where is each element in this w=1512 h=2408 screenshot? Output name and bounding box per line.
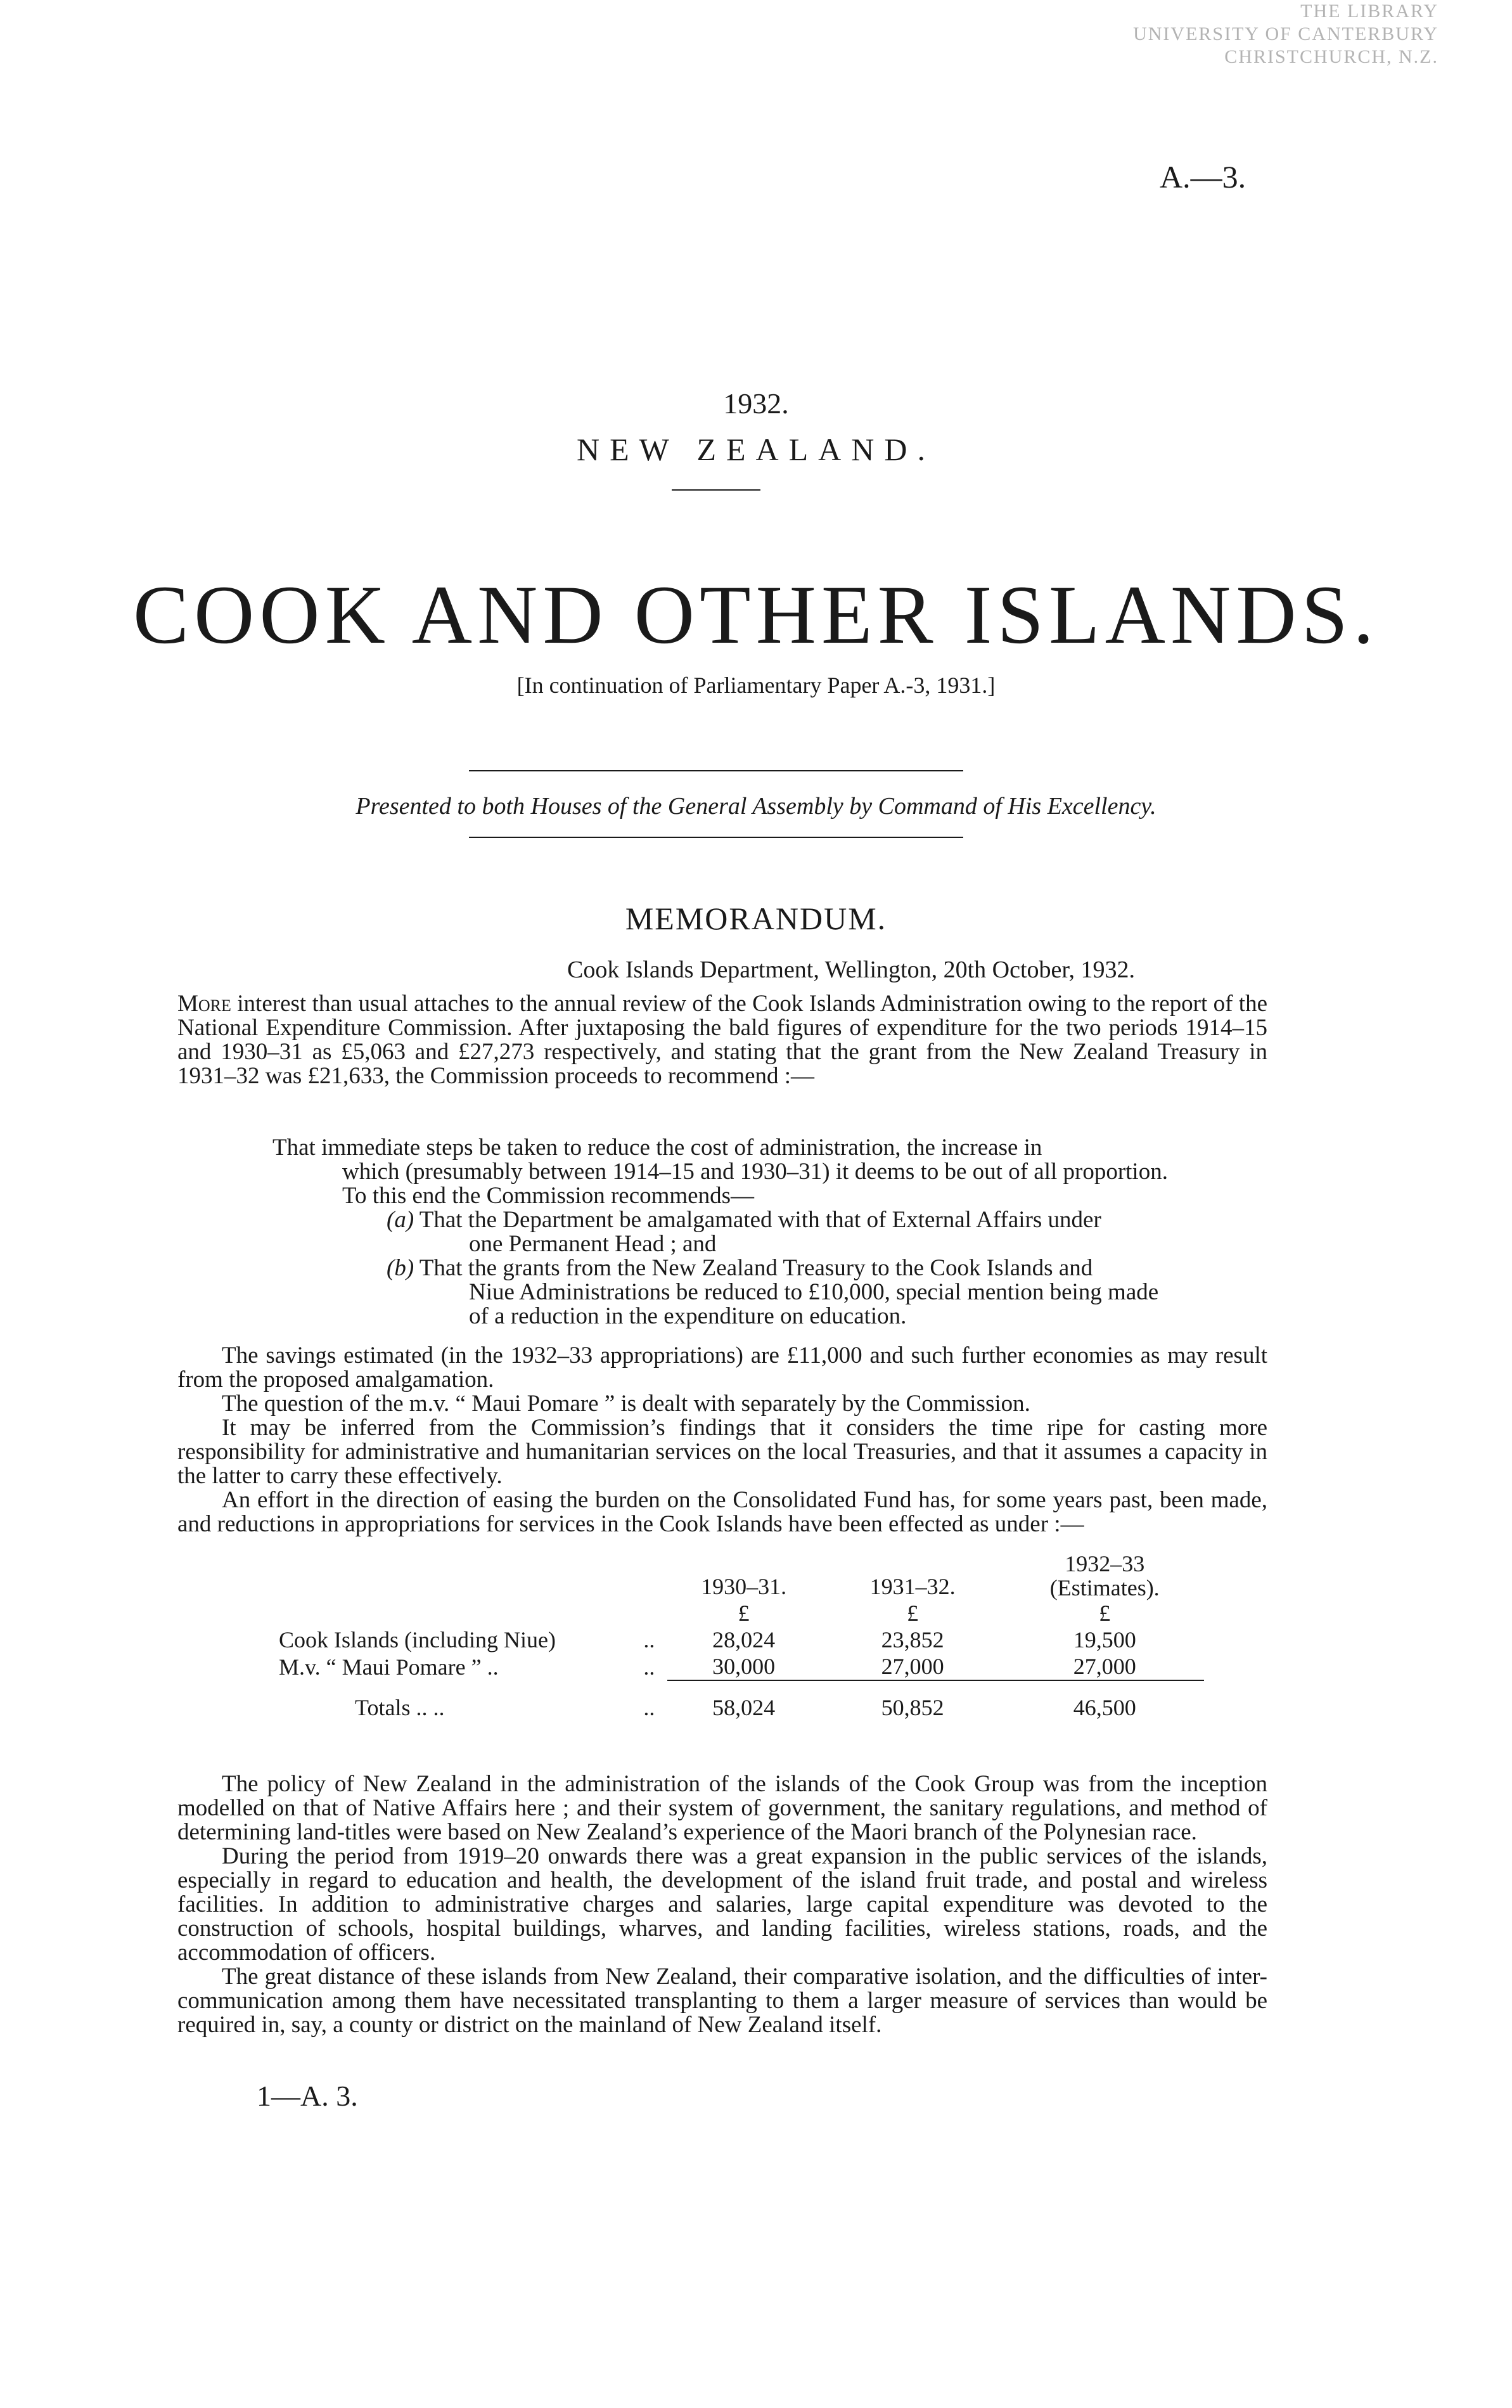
library-stamp bbox=[1109, 0, 1438, 101]
quote-line: That the Department be amalgamated with that of External Affairs under bbox=[419, 1207, 1101, 1233]
memo-closing bbox=[177, 1772, 1267, 2037]
paragraph-text: The question of the m.v. “ Maui Pomare ” is dealt with separately by the Commission. bbox=[222, 1391, 1030, 1417]
quote-item-a bbox=[272, 1208, 1267, 1232]
currency-symbol: £ bbox=[907, 1600, 919, 1626]
leader-dots: .. bbox=[643, 1627, 655, 1652]
appropriations-table bbox=[177, 1552, 1204, 1721]
paragraph-text: The policy of New Zealand in the administration of the islands of the Cook Group was from the inception modelled on that of Native Affairs here ; and their system of government, the sanitary regulations, and method of determining land-titles were based on New Zealand’s experience of the Maori branch of the Polynesian race. bbox=[177, 1771, 1267, 1845]
total-value: 46,500 bbox=[1073, 1695, 1136, 1720]
currency-symbol: £ bbox=[738, 1600, 750, 1626]
presented-line: Presented to both Houses of the General Assembly by Command of His Excellency. bbox=[356, 793, 1156, 820]
quote-line: Niue Administrations be reduced to £10,000, special mention being made bbox=[469, 1279, 1159, 1305]
row-label: Cook Islands (including Niue) bbox=[279, 1627, 556, 1652]
page-signature: 1—A. 3. bbox=[257, 2080, 358, 2112]
column-header-sub: (Estimates). bbox=[1049, 1575, 1160, 1600]
country: NEW ZEALAND. bbox=[577, 432, 935, 467]
page-title: COOK AND OTHER ISLANDS. bbox=[132, 568, 1380, 661]
divider bbox=[469, 770, 963, 771]
item-label: (a) bbox=[387, 1207, 414, 1233]
stamp-line: THE LIBRARY bbox=[1300, 1, 1438, 22]
table-row bbox=[177, 1626, 1204, 1653]
lead-word: More bbox=[177, 991, 231, 1017]
quote-line: That immediate steps be taken to reduce the cost of administration, the increase in bbox=[272, 1135, 1042, 1161]
column-header-year: 1932–33 bbox=[1065, 1551, 1145, 1576]
quote-line: That the grants from the New Zealand Treasury to the Cook Islands and bbox=[419, 1255, 1093, 1281]
year: 1932. bbox=[723, 387, 789, 420]
total-value: 58,024 bbox=[712, 1695, 776, 1720]
quote-line: of a reduction in the expenditure on education. bbox=[469, 1303, 907, 1329]
divider bbox=[672, 489, 760, 491]
cell-value: 27,000 bbox=[1005, 1653, 1204, 1680]
cell-value: 30,000 bbox=[667, 1653, 819, 1680]
cell-value: 28,024 bbox=[712, 1627, 776, 1652]
stamp-line: CHRISTCHURCH, N.Z. bbox=[1224, 46, 1438, 67]
memo-paragraph bbox=[177, 992, 1267, 1088]
table-row bbox=[177, 1653, 1204, 1680]
paragraph-text: The great distance of these islands from New Zealand, their comparative isolation, and the difficulties of inter-communication among them have necessitated transplanting to them a larger measure of services than would be required in, say, a county or district on the mainland of New Zealand itself. bbox=[177, 1964, 1267, 2038]
divider bbox=[469, 837, 963, 838]
commission-recommendation bbox=[272, 1136, 1267, 1329]
paragraph-text: It may be inferred from the Commission’s findings that it considers the time ripe for casting more responsibility for administrative and humanitarian services on the local Treasuries, and that it assumes a capacity in the latter to carry these effectively. bbox=[177, 1415, 1267, 1489]
stamp-line: UNIVERSITY OF CANTERBURY bbox=[1133, 23, 1438, 44]
total-value: 50,852 bbox=[881, 1695, 944, 1720]
paper-reference: A.—3. bbox=[1160, 159, 1246, 195]
paragraph-text: The savings estimated (in the 1932–33 appropriations) are £11,000 and such further economies as may result from the proposed amalgamation. bbox=[177, 1342, 1267, 1393]
cell-value: 23,852 bbox=[881, 1627, 944, 1652]
item-label: (b) bbox=[387, 1255, 414, 1281]
quote-item-b bbox=[272, 1256, 1267, 1280]
paragraph-text: An effort in the direction of easing the burden on the Consolidated Fund has, for some years past, been made, and reductions in appropriations for services in the Cook Islands have been effected as under :— bbox=[177, 1487, 1267, 1537]
row-label: M.v. “ Maui Pomare ” .. bbox=[279, 1654, 499, 1680]
quote-line: which (presumably between 1914–15 and 1930–31) it deems to be out of all proportion. bbox=[342, 1159, 1168, 1185]
paragraph-text: During the period from 1919–20 onwards there was a great expansion in the public services of the islands, especially in regard to education and health, the development of the island fruit trade, and postal and wireless facilities. In addition to administrative charges and salaries, large capital expenditure was devoted to the construction of schools, hospital buildings, wharves, and landing facilities, wireless stations, roads, and the accommodation of officers. bbox=[177, 1843, 1267, 1966]
totals-row bbox=[177, 1680, 1204, 1721]
leader-dots: .. bbox=[643, 1654, 655, 1680]
quote-line: one Permanent Head ; and bbox=[469, 1231, 717, 1257]
memo-dateline: Cook Islands Department, Wellington, 20th October, 1932. bbox=[567, 956, 1136, 983]
memo-body bbox=[177, 1344, 1267, 1536]
leader-dots: .. bbox=[643, 1695, 655, 1720]
column-header bbox=[1005, 1552, 1204, 1600]
cell-value: 19,500 bbox=[1073, 1627, 1136, 1652]
column-header: 1930–31. bbox=[701, 1574, 787, 1599]
cell-value: 27,000 bbox=[820, 1653, 1006, 1680]
row-label: Totals .. .. bbox=[355, 1695, 445, 1720]
continuation-note: [In continuation of Parliamentary Paper A.-3, 1931.] bbox=[516, 673, 996, 698]
currency-row bbox=[177, 1600, 1204, 1626]
column-header: 1931–32. bbox=[869, 1574, 956, 1599]
memo-heading: MEMORANDUM. bbox=[625, 901, 887, 936]
quote-line: To this end the Commission recommends— bbox=[342, 1183, 754, 1209]
currency-symbol: £ bbox=[1099, 1600, 1111, 1626]
table-header-row bbox=[177, 1552, 1204, 1600]
paragraph-text: interest than usual attaches to the annual review of the Cook Islands Administration owing to the report of the National Expenditure Commission. After juxtaposing the bald figures of expenditure for the two periods 1914–15 and 1930–31 as £5,063 and £27,273 respectively, and stating that the grant from the New Zealand Treasury in 1931–32 was £21,633, the Commission proceeds to recommend :— bbox=[177, 991, 1267, 1089]
